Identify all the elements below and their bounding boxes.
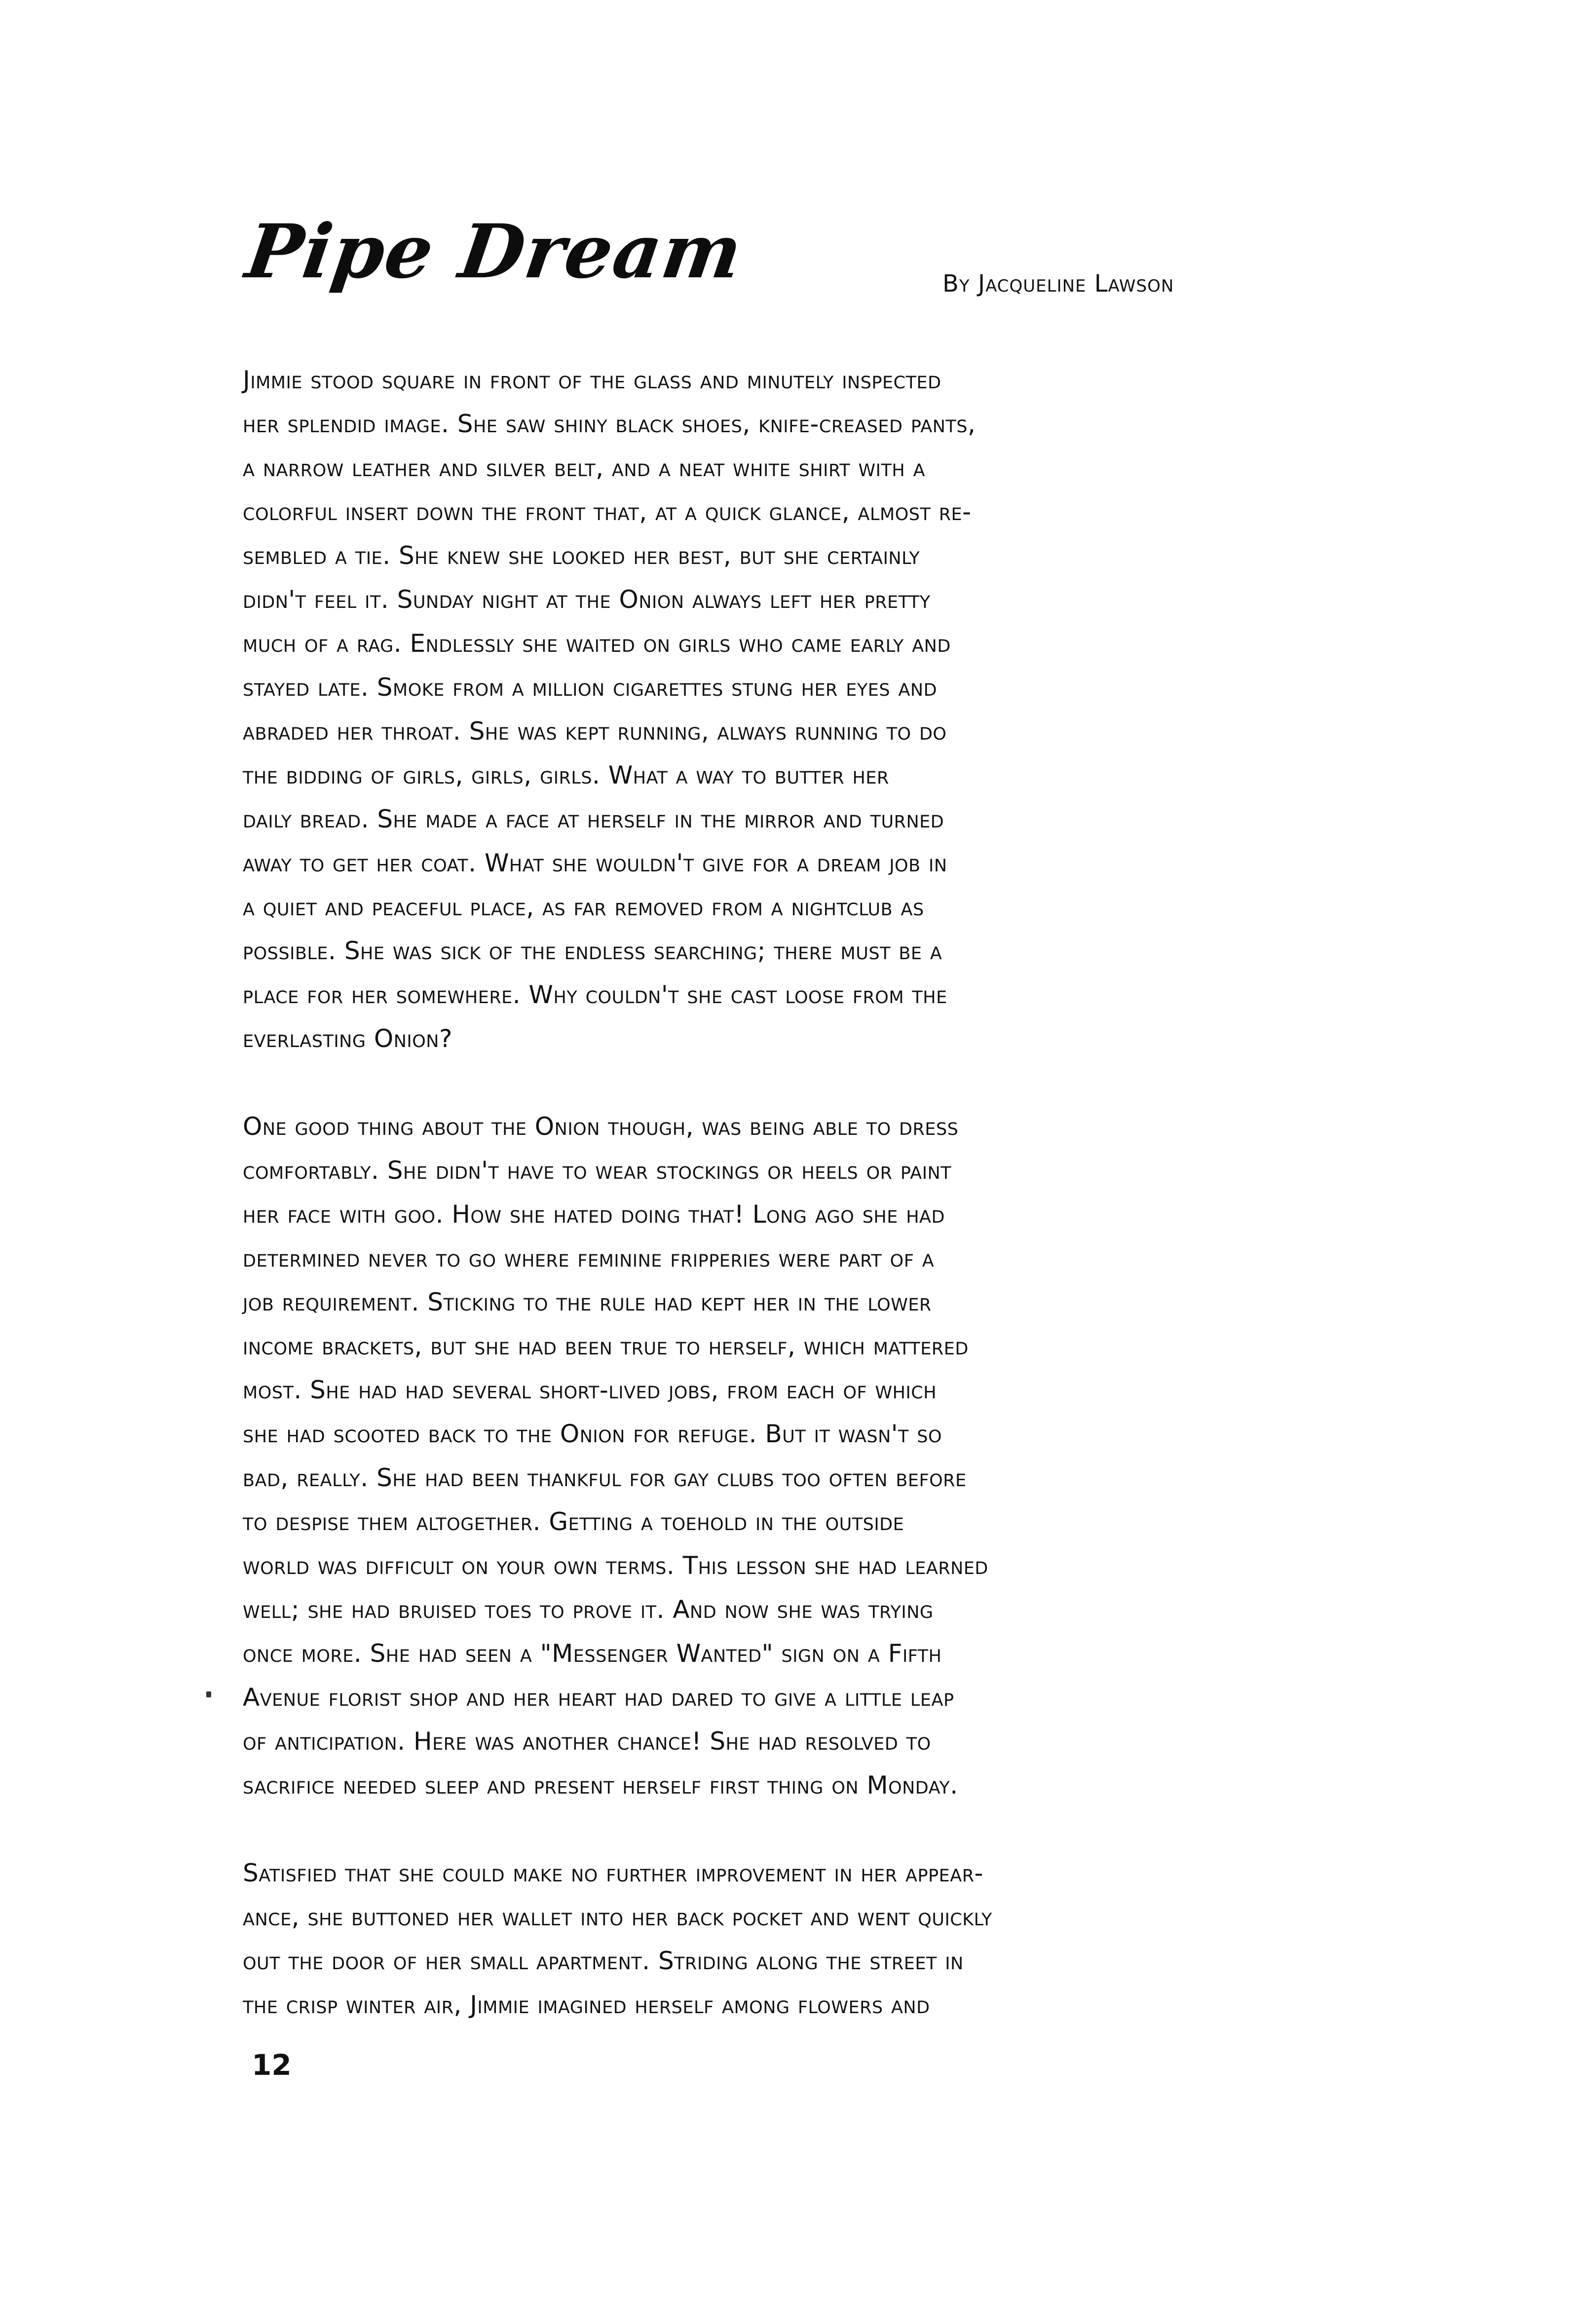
paragraph-1 <box>243 358 1338 1061</box>
text-line: bad, really. She had been thankful for gay clubs too often before <box>243 1463 967 1492</box>
text-line: determined never to go where feminine fripperies were part of a <box>243 1244 935 1273</box>
text-line: daily bread. She made a face at herself in the mirror and turned <box>243 805 944 833</box>
text-line: sembled a tie. She knew she looked her best, but she certainly <box>243 541 920 570</box>
text-line: to despise them altogether. Getting a toehold in the outside <box>243 1507 904 1536</box>
text-line: her splendid image. She saw shiny black shoes, knife-creased pants, <box>243 410 976 438</box>
text-line: place for her somewhere. Why couldn't she cast loose from the <box>243 980 947 1009</box>
text-line: job requirement. Sticking to the rule had kept her in the lower <box>243 1288 932 1316</box>
text-line: the crisp winter air, Jimmie imagined herself among flowers and <box>243 1990 930 2019</box>
text-line: of anticipation. Here was another chance! She had resolved to <box>243 1727 931 1756</box>
text-line: Avenue florist shop and her heart had dared to give a little leap <box>243 1683 954 1712</box>
text-line: income brackets, but she had been true to herself, which mattered <box>243 1332 969 1360</box>
text-line: didn't feel it. Sunday night at the Onion always left her pretty <box>243 585 931 614</box>
text-line: colorful insert down the front that, at a quick glance, almost re- <box>243 497 972 526</box>
text-line: possible. She was sick of the endless searching; there must be a <box>243 937 942 965</box>
author-byline: By Jacqueline Lawson <box>942 270 1174 298</box>
paragraph-2 <box>243 1105 1338 1807</box>
text-line: One good thing about the Onion though, was being able to dress <box>243 1112 959 1141</box>
text-line: out the door of her small apartment. Striding along the street in <box>243 1947 964 1975</box>
text-line: well; she had bruised toes to prove it. And now she was trying <box>243 1595 934 1624</box>
story-body <box>243 358 1338 2071</box>
text-line: Jimmie stood square in front of the glass and minutely inspected <box>243 366 941 394</box>
text-line: away to get her coat. What she wouldn't give for a dream job in <box>243 849 947 877</box>
text-line: much of a rag. Endlessly she waited on girls who came early and <box>243 629 951 658</box>
text-line: world was difficult on your own terms. This lesson she had learned <box>243 1551 988 1580</box>
text-line: Satisfied that she could make no further improvement in her appear- <box>243 1859 984 1887</box>
text-line: the bidding of girls, girls, girls. What a way to butter her <box>243 761 889 789</box>
text-line: abraded her throat. She was kept running, always running to do <box>243 717 947 746</box>
page-number: 12 <box>252 2048 292 2082</box>
margin-mark <box>206 1691 211 1697</box>
text-line: comfortably. She didn't have to wear stockings or heels or paint <box>243 1156 952 1185</box>
text-line: she had scooted back to the Onion for refuge. But it wasn't so <box>243 1420 942 1448</box>
text-line: sacrifice needed sleep and present herself first thing on Monday. <box>243 1771 958 1799</box>
text-line: her face with goo. How she hated doing that! Long ago she had <box>243 1200 945 1229</box>
text-line: ance, she buttoned her wallet into her back pocket and went quickly <box>243 1903 992 1931</box>
paragraph-3 <box>243 1851 1338 2027</box>
text-line: most. She had had several short-lived jobs, from each of which <box>243 1376 937 1404</box>
text-line: once more. She had seen a "Messenger Wanted" sign on a Fifth <box>243 1639 942 1668</box>
text-line: stayed late. Smoke from a million cigarettes stung her eyes and <box>243 673 938 702</box>
text-line: a narrow leather and silver belt, and a neat white shirt with a <box>243 453 926 482</box>
story-title: Pipe Dream <box>241 208 748 295</box>
text-line: everlasting Onion? <box>243 1024 452 1053</box>
text-line: a quiet and peaceful place, as far removed from a nightclub as <box>243 893 924 921</box>
